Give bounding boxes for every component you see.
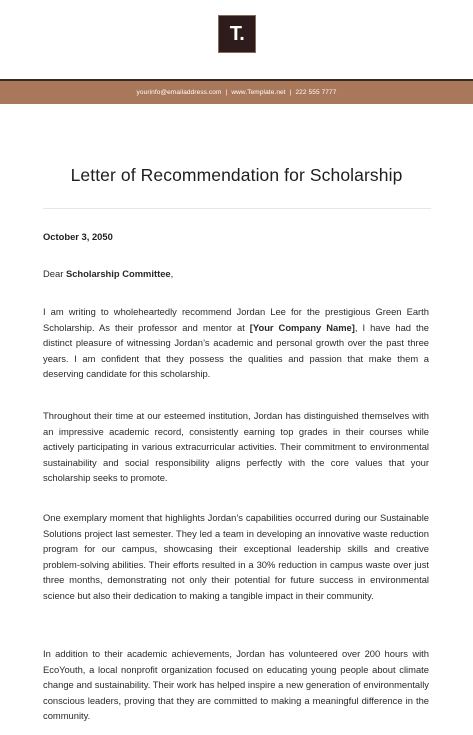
recipient-name: Scholarship Committee	[65, 268, 171, 279]
paragraph-1-text-a: I am writing to wholeheartedly recommend Jordan Lee for the prestigious Green Earth Scholarship. As their professor and mentor at	[43, 306, 429, 333]
contact-separator: |	[289, 89, 292, 96]
paragraph-2: Throughout their time at our esteemed institution, Jordan has distinguished themselves with an impressive academic record, consistently earning top grades in their courses while actively participating in various extracurricular activities. Their commitment to environmental sustainability and social responsibility aligns perfectly with the core values that your scholarship seeks to promote.	[43, 410, 429, 484]
salutation-prefix: Dear	[43, 268, 66, 279]
contact-bar	[0, 79, 473, 104]
contact-phone: 222 555 7777	[295, 89, 337, 96]
contact-separator: |	[225, 89, 228, 96]
paragraph-4: In addition to their academic achievements, Jordan has volunteered over 200 hours with EcoYouth, a local nonprofit organization focused on educating young people about climate change and sustainability. Their work has helped inspire a new generation of environmentally conscious leaders, proving that they are committed to making a meaningful difference in the community.	[43, 648, 429, 722]
paragraph-3: One exemplary moment that highlights Jordan’s capabilities occurred during our Sustainable Solutions project last semester. They led a team in developing an innovative waste reduction program for our campus, showcasing their exceptional leadership skills and creative problem-solving abilities. Their efforts resulted in a 30% reduction in campus waste over just three months, demonstrating not only their potential for future success in environmental science but also their dedication to making a tangible impact in their community.	[43, 512, 429, 601]
letter-title: Letter of Recommendation for Scholarship	[70, 165, 403, 185]
letter-date: October 3, 2050	[43, 231, 113, 242]
salutation	[43, 266, 429, 282]
paragraph-1-text-b: , I have had the distinct pleasure of witnessing Jordan’s academic and personal growth over the past three years. I am confident that they possess the qualities and passion that make them a deserving candidate for this scholarship.	[43, 321, 430, 380]
company-logo	[218, 15, 256, 53]
title-divider	[43, 208, 431, 209]
logo-letter: T.	[229, 23, 245, 45]
company-name-placeholder: [Your Company Name]	[249, 321, 355, 333]
contact-website: www.Template.net	[231, 89, 286, 96]
salutation-suffix: ,	[170, 268, 174, 279]
paragraph-1	[43, 304, 429, 382]
contact-email: yourinfo@emailaddress.com	[136, 89, 222, 96]
